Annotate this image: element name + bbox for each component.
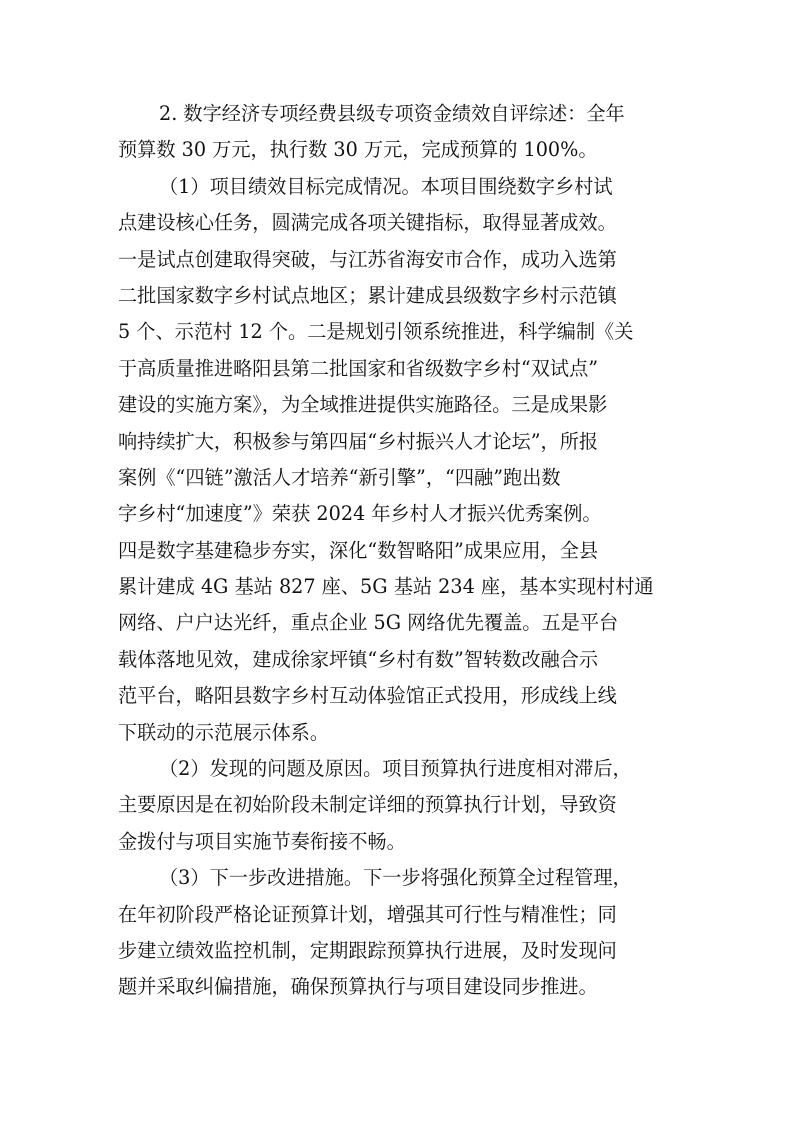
text-line: 载体落地见效，建成徐家坪镇“乡村有数”智转数改融合示	[118, 647, 599, 671]
text-line: 主要原因是在初始阶段未制定详细的预算执行计划，导致资	[118, 793, 617, 817]
text-line: 题并采取纠偏措施，确保预算执行与项目建设同步推进。	[118, 975, 598, 999]
text-line: 累计建成 4G 基站 827 座、5G 基站 234 座，基本实现村村通	[118, 575, 654, 599]
text-line: 点建设核心任务，圆满完成各项关键指标，取得显著成效。	[118, 211, 617, 235]
text-line: 二批国家数字乡村试点地区；累计建成县级数字乡村示范镇	[118, 283, 617, 307]
text-line: 5 个、示范村 12 个。二是规划引领系统推进，科学编制《关	[118, 320, 634, 344]
text-line: 案例《“四链”激活人才培养“新引擎”，“四融”跑出数	[118, 465, 561, 489]
text-line: 2. 数字经济专项经费县级专项资金绩效自评综述：全年	[159, 102, 625, 125]
text-line: 范平台，略阳县数字乡村互动体验馆正式投用，形成线上线	[118, 684, 617, 708]
text-line: 在年初阶段严格论证预算计划，增强其可行性与精准性；同	[118, 902, 617, 926]
text-line: 金拨付与项目实施节奏衔接不畅。	[118, 829, 406, 853]
text-line: 预算数 30 万元，执行数 30 万元，完成预算的 100%。	[118, 138, 598, 162]
text-line: 于高质量推进略阳县第二批国家和省级数字乡村“双试点”	[118, 356, 599, 380]
document-body	[118, 96, 678, 1006]
text-line: 建设的实施方案》，为全域推进提供实施路径。三是成果影	[118, 393, 608, 417]
text-line: 四是数字基建稳步夯实，深化“数智略阳”成果应用，全县	[118, 538, 599, 562]
text-line: 网络、户户达光纤，重点企业 5G 网络优先覆盖。五是平台	[118, 611, 619, 635]
text-line: 下联动的示范展示体系。	[118, 720, 330, 744]
text-line: 一是试点创建取得突破，与江苏省海安市合作，成功入选第	[118, 247, 617, 271]
text-line: 步建立绩效监控机制，定期跟踪预算执行进展，及时发现问	[118, 938, 617, 962]
text-line: 字乡村“加速度”》荣获 2024 年乡村人才振兴优秀案例。	[118, 502, 602, 526]
text-line: （3）下一步改进措施。下一步将强化预算全过程管理，	[159, 866, 632, 890]
text-line: （2）发现的问题及原因。项目预算执行进度相对滞后，	[159, 757, 632, 781]
text-line: （1）项目绩效目标完成情况。本项目围绕数字乡村试	[159, 174, 613, 198]
text-line: 响持续扩大，积极参与第四届“乡村振兴人才论坛”，所报	[118, 429, 599, 453]
